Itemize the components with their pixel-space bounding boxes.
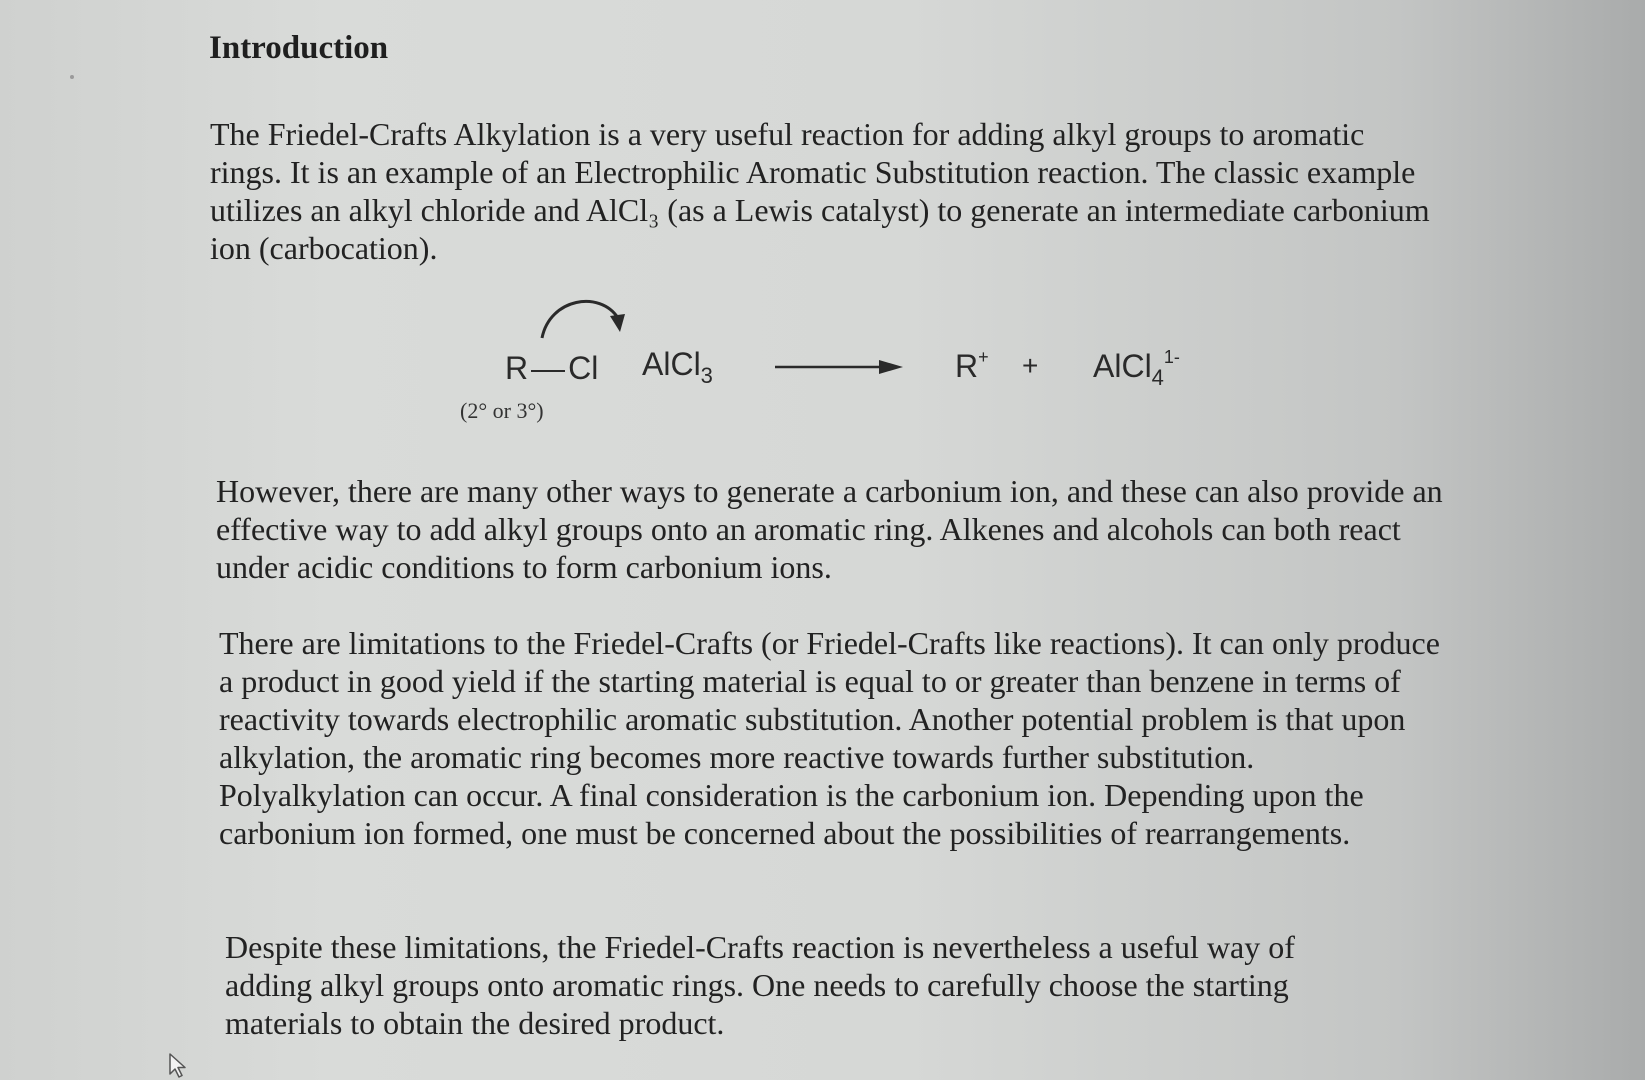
product-alcl4-anion — [1093, 348, 1180, 389]
page-speck — [70, 75, 74, 79]
reactant-degree-note: (2° or 3°) — [460, 398, 544, 423]
product-carbocation — [955, 348, 989, 389]
reactant-alkyl-chloride — [505, 350, 598, 386]
single-bond — [531, 370, 565, 372]
paragraph-alternatives: However, there are many other ways to generate a carbonium ion, and these can also provide an effective way to add alkyl groups onto an aromatic ring. Alkenes and alcohols can both react under acidic conditions to form carbonium ions. — [216, 473, 1443, 585]
product-alcl-charge: 1- — [1163, 347, 1180, 367]
section-heading: Introduction — [209, 30, 389, 66]
product-alcl-main-label: AlCl — [1093, 348, 1152, 384]
reaction-arrow-icon — [775, 357, 905, 377]
catalyst-main-label: AlCl — [642, 346, 701, 382]
reactant-r-label: R — [505, 350, 529, 386]
paragraph-limitations: There are limitations to the Friedel-Crafts (or Friedel-Crafts like reactions). It can only produce a product in good yield if the starting material is equal to or greater than benzene in terms of reactivity towards electrophilic aromatic substitution. Another potential problem is that upon alkylation, the aromatic ring becomes more reactive towards further substitution. Polyalkylation can occur. A final consideration is the carbonium ion. Depending upon the carbonium ion formed, one must be concerned about the possibilities of rearrangements. — [219, 625, 1440, 851]
mouse-pointer-icon — [168, 1052, 190, 1078]
reactant-cl-label: Cl — [568, 350, 599, 386]
reaction-scheme — [430, 290, 1210, 440]
paragraph-conclusion: Despite these limitations, the Friedel-Crafts reaction is nevertheless a useful way of adding alkyl groups onto aromatic rings. One needs to carefully choose the starting materials to obtain the desired product. — [225, 929, 1295, 1041]
curved-arrow-icon — [530, 290, 640, 350]
product-r-charge: + — [978, 347, 989, 367]
product-r-label: R — [955, 348, 979, 384]
catalyst-alcl3 — [642, 346, 713, 386]
product-alcl-subscript: 4 — [1151, 365, 1164, 390]
plus-sign: + — [1022, 350, 1039, 381]
paragraph-intro: The Friedel-Crafts Alkylation is a very useful reaction for adding alkyl groups to aromatic rings. It is an example of an Electrophilic Aromatic Substitution reaction. The classic example utilizes an alkyl chloride and AlCl₃ (as a Lewis catalyst) to generate an intermediate carbonium ion (carbocation). — [210, 116, 1430, 266]
catalyst-subscript: 3 — [700, 363, 713, 388]
